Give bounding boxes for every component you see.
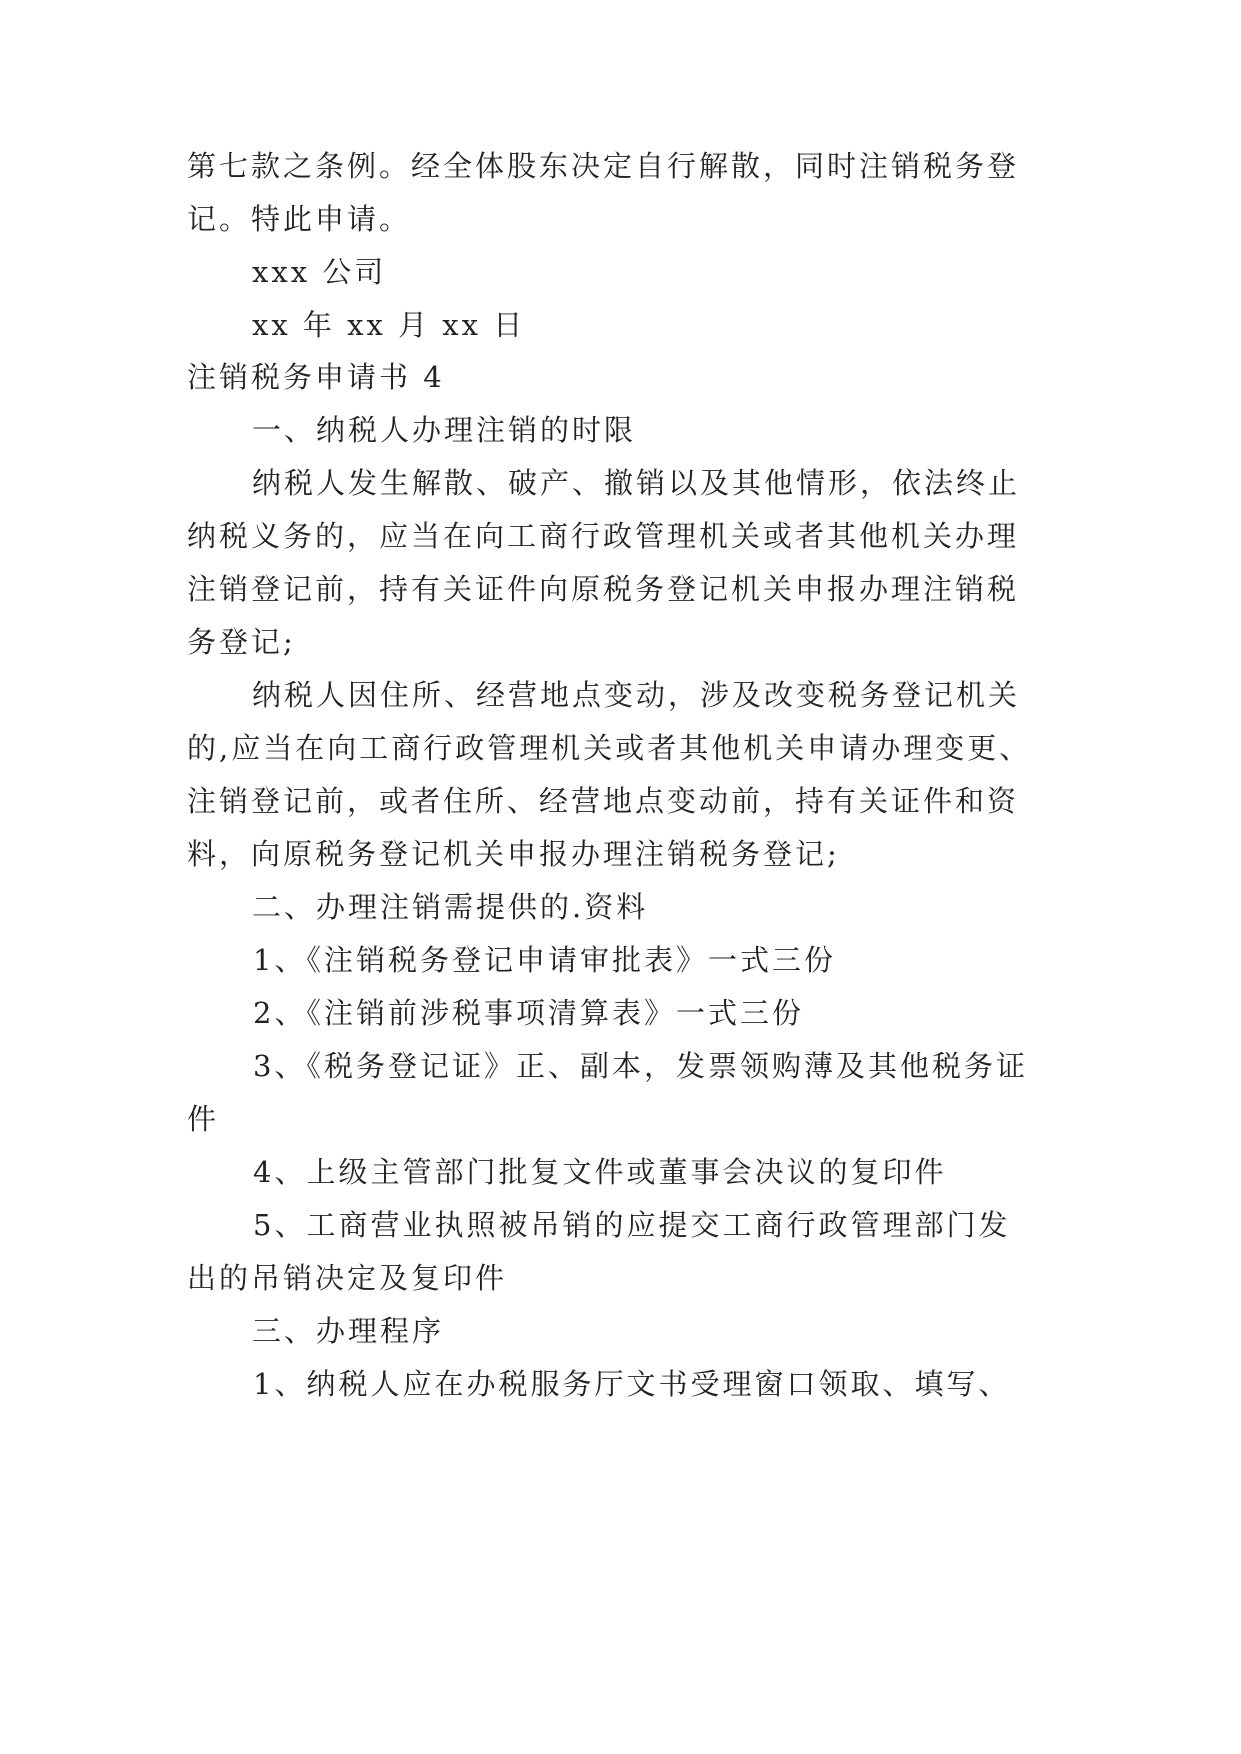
body-text-line: 纳税人发生解散、破产、撤销以及其他情形，依法终止 (252, 466, 1021, 500)
heading-procedure: 三、办理程序 (252, 1314, 445, 1348)
signature-date: xx 年 xx 月 xx 日 (252, 308, 526, 342)
body-text-line: 第七款之条例。经全体股东决定自行解散，同时注销税务登 (187, 149, 1020, 183)
list-item: 2、《注销前涉税事项清算表》一式三份 (253, 996, 804, 1030)
list-item-continuation: 出的吊销决定及复印件 (187, 1261, 508, 1295)
body-text-line: 的,应当在向工商行政管理机关或者其他机关申请办理变更、 (187, 731, 1032, 765)
body-text-line: 料，向原税务登记机关申报办理注销税务登记; (187, 837, 840, 871)
body-text-line: 纳税人因住所、经营地点变动，涉及改变税务登记机关 (252, 678, 1021, 712)
body-text-line: 务登记; (187, 625, 296, 659)
list-item-continuation: 件 (187, 1102, 220, 1136)
body-text-line: 纳税义务的，应当在向工商行政管理机关或者其他机关办理 (187, 519, 1020, 553)
section-title: 注销税务申请书 4 (187, 360, 445, 394)
list-item: 3、《税务登记证》正、副本，发票领购薄及其他税务证 (253, 1049, 1028, 1083)
list-item: 1、纳税人应在办税服务厅文书受理窗口领取、填写、 (253, 1367, 1011, 1401)
body-text-line: 注销登记前，或者住所、经营地点变动前，持有关证件和资 (187, 784, 1020, 818)
heading-materials: 二、办理注销需提供的.资料 (252, 890, 649, 924)
list-item: 1、《注销税务登记申请审批表》一式三份 (253, 943, 836, 977)
body-text-line: 注销登记前，持有关证件向原税务登记机关申报办理注销税 (187, 572, 1020, 606)
list-item: 4、上级主管部门批复文件或董事会决议的复印件 (253, 1155, 947, 1189)
body-text-line: 记。特此申请。 (187, 202, 412, 236)
list-item: 5、工商营业执照被吊销的应提交工商行政管理部门发 (253, 1208, 1011, 1242)
company-signature: xxx 公司 (252, 255, 387, 289)
heading-deadline: 一、纳税人办理注销的时限 (252, 413, 637, 447)
